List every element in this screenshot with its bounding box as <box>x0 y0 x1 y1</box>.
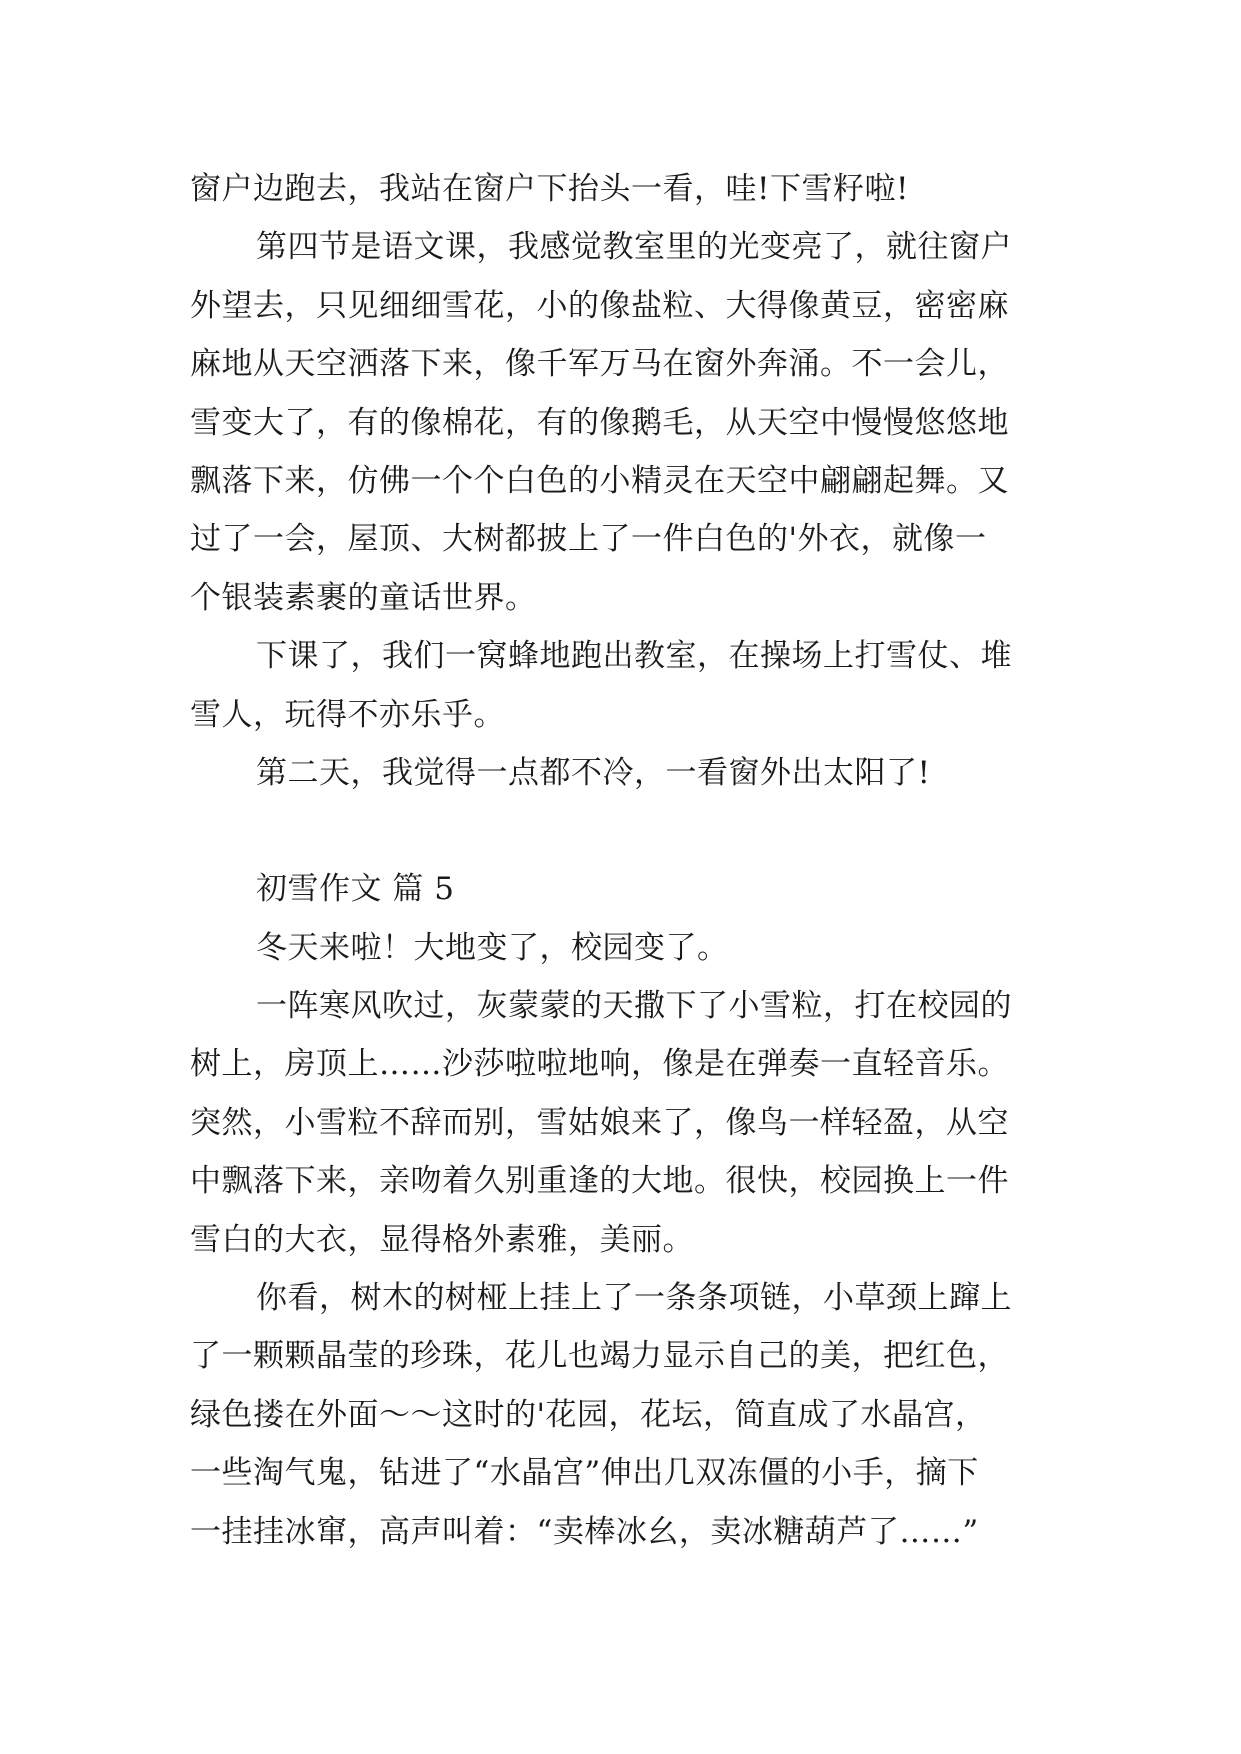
text-line: 雪人，玩得不亦乐乎。 <box>190 696 505 733</box>
article-body <box>190 160 1070 1561</box>
section-spacer <box>190 802 1070 860</box>
text-line: 绿色搂在外面～～这时的'花园，花坛，简直成了水晶宫， <box>190 1396 987 1433</box>
text-line: 飘落下来，仿佛一个个白色的小精灵在天空中翩翩起舞。又 <box>190 462 1009 499</box>
paragraph-start-line: 第四节是语文课，我感觉教室里的光变亮了，就往窗户 <box>256 229 1012 266</box>
text-line: 突然，小雪粒不辞而别，雪姑娘来了，像鸟一样轻盈，从空 <box>190 1104 1009 1141</box>
text-line: 麻地从天空洒落下来，像千军万马在窗外奔涌。不一会儿， <box>190 346 1009 383</box>
paragraph-start-line: 一阵寒风吹过，灰蒙蒙的天撒下了小雪粒，打在校园的 <box>256 988 1012 1025</box>
section-heading: 初雪作文 篇 5 <box>256 871 455 908</box>
text-line: 外望去，只见细细雪花，小的像盐粒、大得像黄豆，密密麻 <box>190 287 1009 324</box>
paragraph-start-line: 第二天，我觉得一点都不冷，一看窗外出太阳了! <box>256 754 931 791</box>
text-line: 雪白的大衣，显得格外素雅，美丽。 <box>190 1221 694 1258</box>
paragraph-start-line: 你看，树木的树桠上挂上了一条条项链，小草颈上蹿上 <box>256 1280 1012 1317</box>
text-line: 过了一会，屋顶、大树都披上了一件白色的'外衣，就像一 <box>190 521 987 558</box>
text-line: 窗户边跑去，我站在窗户下抬头一看，哇!下雪籽啦! <box>190 171 909 207</box>
paragraph-start-line: 冬天来啦！大地变了，校园变了。 <box>256 929 729 966</box>
text-line: 中飘落下来，亲吻着久别重逢的大地。很快，校园换上一件 <box>190 1163 1009 1200</box>
paragraph-start-line: 下课了，我们一窝蜂地跑出教室，在操场上打雪仗、堆 <box>256 638 1012 675</box>
text-line: 一挂挂冰窜，高声叫着：“卖棒冰幺，卖冰糖葫芦了……” <box>190 1513 979 1550</box>
text-line: 树上，房顶上……沙莎啦啦地响，像是在弹奏一直轻音乐。 <box>190 1046 1009 1083</box>
text-line: 个银装素裹的童话世界。 <box>190 579 537 616</box>
text-line: 一些淘气鬼，钻进了“水晶宫”伸出几双冻僵的小手，摘下 <box>190 1455 979 1492</box>
text-line: 了一颗颗晶莹的珍珠，花儿也竭力显示自己的美，把红色， <box>190 1338 1009 1375</box>
text-line: 雪变大了，有的像棉花，有的像鹅毛，从天空中慢慢悠悠地 <box>190 404 1009 441</box>
